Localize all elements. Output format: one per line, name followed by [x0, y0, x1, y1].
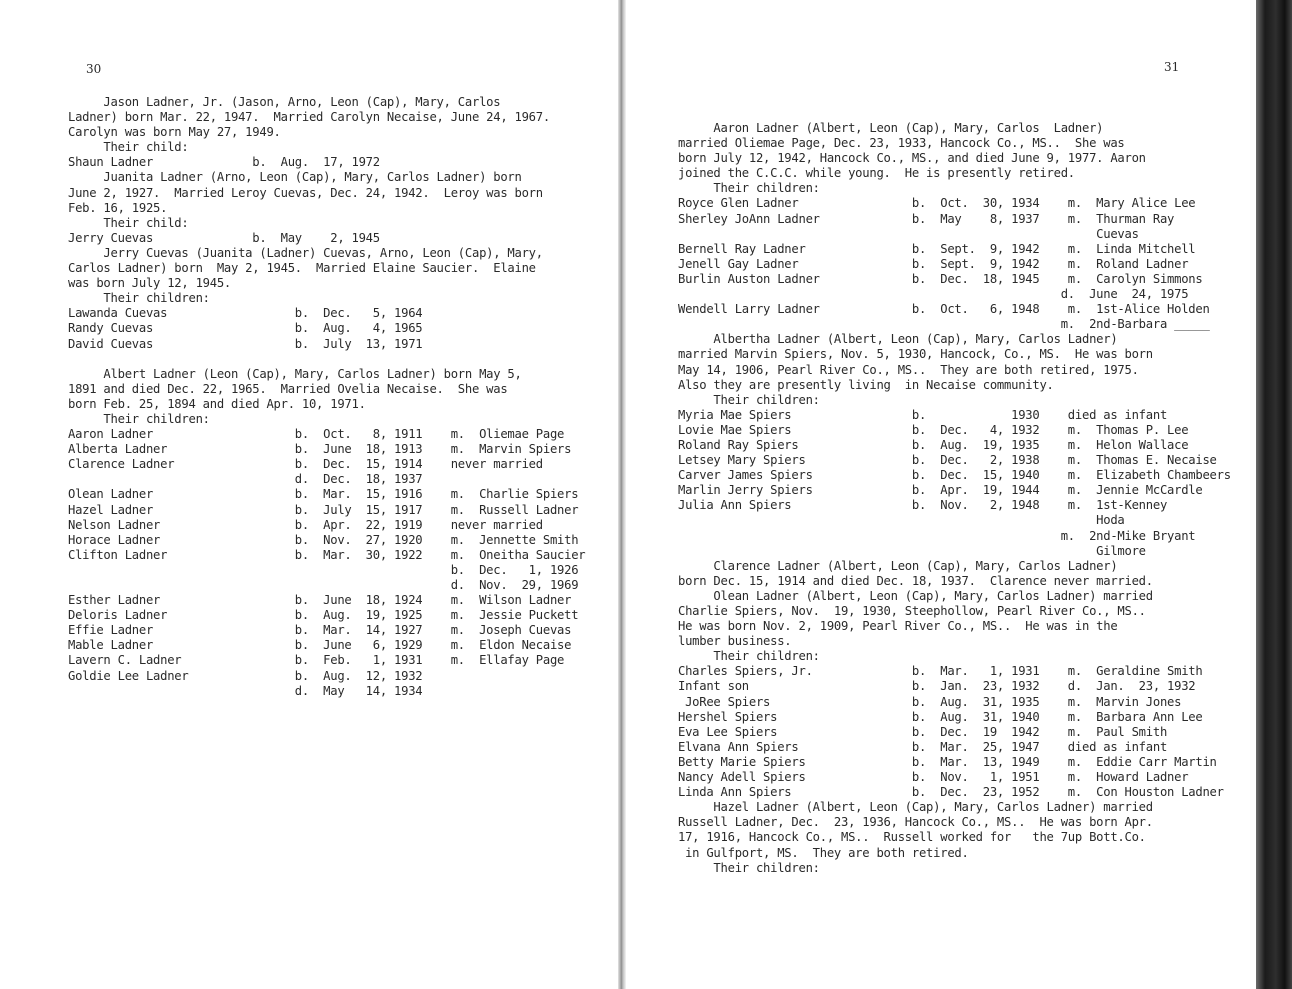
- text-line: m. 2nd-Barbara _____: [678, 317, 1210, 332]
- text-line: Jason Ladner, Jr. (Jason, Arno, Leon (Cap), Mary, Carlos: [68, 95, 501, 109]
- text-line: Russell Ladner, Dec. 23, 1936, Hancock Co., MS.. He was born Apr.: [678, 815, 1153, 830]
- text-line: Infant son b. Jan. 23, 1932 d. Jan. 23, 1932: [678, 679, 1196, 694]
- text-line: was born July 12, 1945.: [68, 276, 232, 291]
- right-page: [624, 0, 1256, 989]
- text-line: Their child:: [68, 215, 189, 230]
- text-line: Esther Ladner b. June 18, 1924 m. Wilson Ladner: [68, 593, 572, 608]
- text-line: Randy Cuevas b. Aug. 4, 1965: [68, 321, 423, 336]
- text-line: lumber business.: [678, 634, 792, 649]
- text-line: Their children:: [678, 181, 820, 196]
- text-line: Myria Mae Spiers b. 1930 died as infant: [678, 407, 1168, 422]
- text-line: b. Dec. 1, 1926: [68, 562, 579, 577]
- text-line: d. Nov. 29, 1969: [68, 578, 579, 592]
- text-line: in Gulfport, MS. They are both retired.: [678, 845, 969, 860]
- text-line: Linda Ann Spiers b. Dec. 23, 1952 m. Con Houston Ladner: [678, 785, 1224, 800]
- text-line: Elvana Ann Spiers b. Mar. 25, 1947 died as infant: [678, 739, 1168, 754]
- text-line: Horace Ladner b. Nov. 27, 1920 m. Jennette Smith: [68, 532, 579, 547]
- text-line: Alberta Ladner b. June 18, 1913 m. Marvin Spiers: [68, 442, 572, 457]
- left-page: [0, 0, 620, 989]
- text-line: Letsey Mary Spiers b. Dec. 2, 1938 m. Thomas E. Necaise: [678, 453, 1217, 468]
- text-line: born Dec. 15, 1914 and died Dec. 18, 1937. Clarence never married.: [678, 573, 1153, 588]
- text-line: Albert Ladner (Leon (Cap), Mary, Carlos Ladner) born May 5,: [68, 366, 522, 381]
- text-line: born July 12, 1942, Hancock Co., MS., and died June 9, 1977. Aaron: [678, 151, 1146, 166]
- text-line: Carver James Spiers b. Dec. 15, 1940 m. Elizabeth Chambeers: [678, 468, 1231, 483]
- text-line: m. 2nd-Mike Bryant: [678, 528, 1196, 543]
- text-line: Clifton Ladner b. Mar. 30, 1922 m. Oneitha Saucier: [68, 547, 586, 562]
- text-line: Clarence Ladner (Albert, Leon (Cap), Mary, Carlos Ladner): [678, 558, 1118, 573]
- text-line: Deloris Ladner b. Aug. 19, 1925 m. Jessie Puckett: [68, 608, 579, 623]
- text-line: David Cuevas b. July 13, 1971: [68, 336, 423, 351]
- page-number-left: 30: [86, 62, 102, 76]
- text-line: Lawanda Cuevas b. Dec. 5, 1964: [68, 306, 423, 321]
- text-line: Jerry Cuevas (Juanita (Ladner) Cuevas, Arno, Leon (Cap), Mary,: [68, 245, 543, 260]
- text-line: Their children:: [678, 392, 820, 407]
- text-line: Charlie Spiers, Nov. 19, 1930, Steephollow, Pearl River Co., MS..: [678, 604, 1146, 618]
- text-line: Shaun Ladner b. Aug. 17, 1972: [68, 155, 380, 170]
- text-line: Olean Ladner (Albert, Leon (Cap), Mary, Carlos Ladner) married: [678, 588, 1153, 603]
- text-line: Jerry Cuevas b. May 2, 1945: [68, 230, 380, 245]
- text-line: Nancy Adell Spiers b. Nov. 1, 1951 m. Howard Ladner: [678, 770, 1189, 785]
- text-line: Hazel Ladner b. July 15, 1917 m. Russell Ladner: [68, 502, 579, 517]
- text-line: 1891 and died Dec. 22, 1965. Married Ovelia Necaise. She was: [68, 381, 508, 396]
- page-number-right: 31: [1164, 60, 1180, 74]
- text-line: JoRee Spiers b. Aug. 31, 1935 m. Marvin Jones: [678, 694, 1182, 709]
- text-line: joined the C.C.C. while young. He is presently retired.: [678, 166, 1075, 181]
- text-line: Clarence Ladner b. Dec. 15, 1914 never married: [68, 457, 543, 472]
- text-line: Albertha Ladner (Albert, Leon (Cap), Mary, Carlos Ladner): [678, 332, 1118, 347]
- text-line: d. June 24, 1975: [678, 287, 1189, 302]
- text-line: Hoda: [678, 513, 1125, 528]
- text-line: Aaron Ladner (Albert, Leon (Cap), Mary, Carlos Ladner): [678, 121, 1104, 135]
- text-line: He was born Nov. 2, 1909, Pearl River Co., MS.. He was in the: [678, 619, 1118, 634]
- text-line: Burlin Auston Ladner b. Dec. 18, 1945 m. Carolyn Simmons: [678, 271, 1203, 286]
- text-line: Betty Marie Spiers b. Mar. 13, 1949 m. Eddie Carr Martin: [678, 754, 1217, 769]
- text-line: Charles Spiers, Jr. b. Mar. 1, 1931 m. Geraldine Smith: [678, 664, 1203, 679]
- text-line: Wendell Larry Ladner b. Oct. 6, 1948 m. 1st-Alice Holden: [678, 302, 1210, 317]
- text-line: Mable Ladner b. June 6, 1929 m. Eldon Necaise: [68, 638, 572, 653]
- text-line: Olean Ladner b. Mar. 15, 1916 m. Charlie Spiers: [68, 487, 579, 502]
- text-line: Roland Ray Spiers b. Aug. 19, 1935 m. Helon Wallace: [678, 437, 1189, 452]
- text-line: Also they are presently living in Necaise community.: [678, 377, 1054, 392]
- text-line: Goldie Lee Ladner b. Aug. 12, 1932: [68, 668, 423, 683]
- text-line: married Marvin Spiers, Nov. 5, 1930, Hancock, Co., MS. He was born: [678, 347, 1153, 362]
- text-line: Lavern C. Ladner b. Feb. 1, 1931 m. Ellafay Page: [68, 653, 565, 668]
- left-page-text: [68, 95, 585, 699]
- text-line: Jenell Gay Ladner b. Sept. 9, 1942 m. Roland Ladner: [678, 256, 1189, 271]
- text-line: Sherley JoAnn Ladner b. May 8, 1937 m. Thurman Ray: [678, 211, 1175, 226]
- text-line: Their children:: [678, 649, 820, 664]
- text-line: Effie Ladner b. Mar. 14, 1927 m. Joseph Cuevas: [68, 623, 572, 638]
- text-line: June 2, 1927. Married Leroy Cuevas, Dec. 24, 1942. Leroy was born: [68, 185, 543, 200]
- text-line: Bernell Ray Ladner b. Sept. 9, 1942 m. Linda Mitchell: [678, 241, 1196, 256]
- text-line: married Oliemae Page, Dec. 23, 1933, Hancock Co., MS.. She was: [678, 136, 1125, 151]
- text-line: d. Dec. 18, 1937: [68, 472, 423, 487]
- text-line: Feb. 16, 1925.: [68, 200, 168, 215]
- text-line: 17, 1916, Hancock Co., MS.. Russell worked for the 7up Bott.Co.: [678, 830, 1146, 845]
- text-line: Their children:: [678, 860, 820, 875]
- text-line: Their child:: [68, 140, 189, 155]
- text-line: Lovie Mae Spiers b. Dec. 4, 1932 m. Thomas P. Lee: [678, 422, 1189, 437]
- text-line: Gilmore: [678, 543, 1146, 558]
- text-line: Cuevas: [678, 226, 1139, 241]
- text-line: Their children:: [68, 291, 210, 306]
- text-line: Their children:: [68, 411, 210, 426]
- text-line: May 14, 1906, Pearl River Co., MS.. They are both retired, 1975.: [678, 362, 1139, 377]
- text-line: Julia Ann Spiers b. Nov. 2, 1948 m. 1st-Kenney: [678, 498, 1168, 513]
- text-line: Nelson Ladner b. Apr. 22, 1919 never married: [68, 517, 543, 532]
- text-line: Juanita Ladner (Arno, Leon (Cap), Mary, Carlos Ladner) born: [68, 170, 522, 185]
- text-line: Eva Lee Spiers b. Dec. 19 1942 m. Paul Smith: [678, 724, 1168, 739]
- text-line: born Feb. 25, 1894 and died Apr. 10, 1971.: [68, 396, 366, 411]
- text-line: Carolyn was born May 27, 1949.: [68, 125, 281, 140]
- text-line: Hazel Ladner (Albert, Leon (Cap), Mary, Carlos Ladner) married: [678, 800, 1153, 815]
- text-line: Marlin Jerry Spiers b. Apr. 19, 1944 m. Jennie McCardle: [678, 483, 1203, 498]
- text-line: Aaron Ladner b. Oct. 8, 1911 m. Oliemae Page: [68, 427, 565, 442]
- scanner-edge-shadow: [1256, 0, 1292, 989]
- text-line: Hershel Spiers b. Aug. 31, 1940 m. Barbara Ann Lee: [678, 709, 1203, 724]
- text-line: Carlos Ladner) born May 2, 1945. Married Elaine Saucier. Elaine: [68, 261, 536, 276]
- text-line: Ladner) born Mar. 22, 1947. Married Carolyn Necaise, June 24, 1967.: [68, 110, 550, 125]
- text-line: [68, 352, 585, 367]
- text-line: Royce Glen Ladner b. Oct. 30, 1934 m. Mary Alice Lee: [678, 196, 1196, 211]
- right-page-text: [678, 121, 1231, 876]
- text-line: d. May 14, 1934: [68, 683, 423, 698]
